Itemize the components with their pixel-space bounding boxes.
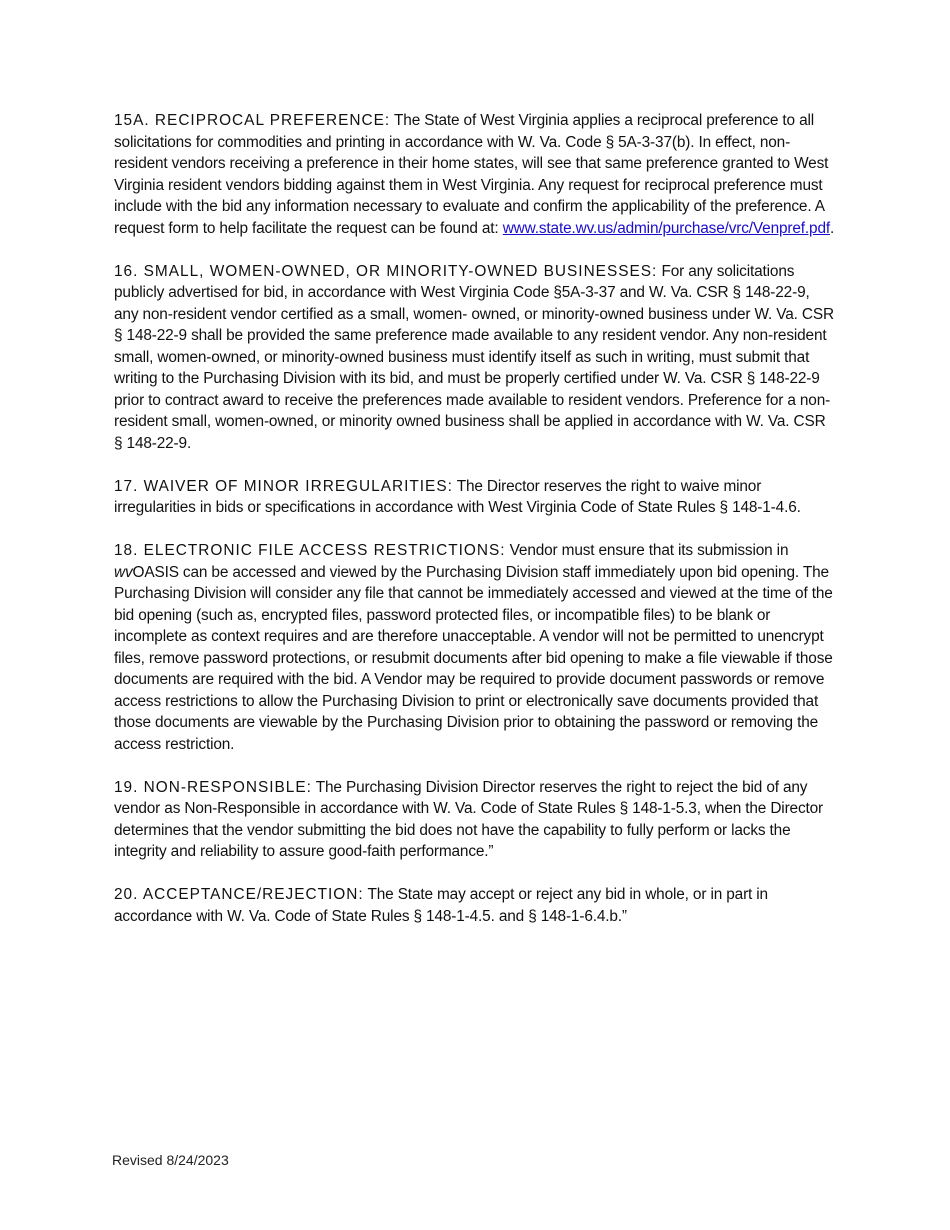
section-16-body: For any solicitations publicly advertised for bid, in accordance with West Virginia Code §5A-3-37 and W. Va. CSR § 148-22-9, any non-resident vendor certified as a small, women- owned, or minority-owned business under W. Va. CSR § 148-22-9 shall be provided the same preference made available to any resident vendor. Any non-resident small, women-owned, or minority-owned business must identify itself as such in writing, must submit that writing to the Purchasing Division with its bid, and must be properly certified under W. Va. CSR § 148-22-9 prior to contract award to receive the preferences made available to resident vendors. Preference for a non-resident small, women-owned, or minority owned business shall be applied in accordance with W. Va. CSR § 148-22-9. [114, 262, 834, 452]
section-16-heading: 16. SMALL, WOMEN-OWNED, OR MINORITY-OWNED BUSINESSES: [114, 262, 658, 280]
section-17 [114, 476, 838, 519]
section-18-body-rest: OASIS can be accessed and viewed by the Purchasing Division staff immediately upon bid opening. The Purchasing Division will consider any file that cannot be immediately accessed and viewed at the time of the bid opening (such as, encrypted files, password protected files, or incompatible files) to be blank or incomplete as context requires and are therefore unacceptable. A vendor will not be permitted to unencrypt files, remove password protections, or resubmit documents after bid opening to make a file viewable if those documents are required with the bid. A Vendor may be required to provide document passwords or remove access restrictions to allow the Purchasing Division to print or electronically save documents provided that those documents are viewable by the Purchasing Division prior to obtaining the password or removing the access restriction. [114, 563, 833, 753]
section-19 [114, 777, 838, 863]
revised-date-footer: Revised 8/24/2023 [112, 1152, 229, 1168]
venpref-pdf-link[interactable]: www.state.wv.us/admin/purchase/vrc/Venpref.pdf [502, 219, 830, 237]
section-15a-period: . [830, 219, 835, 237]
section-16 [114, 261, 838, 455]
section-15a-body: The State of West Virginia applies a reciprocal preference to all solicitations for commodities and printing in accordance with W. Va. Code § 5A-3-37(b). In effect, non-resident vendors receiving a preference in their home states, will see that same preference granted to West Virginia resident vendors bidding against them in West Virginia. Any request for reciprocal preference must include with the bid any information necessary to evaluate and confirm the applicability of the preference. A request form to help facilitate the request can be found at: [114, 112, 829, 237]
section-19-heading: 19. NON-RESPONSIBLE: [114, 778, 312, 796]
section-18-heading: 18. ELECTRONIC FILE ACCESS RESTRICTIONS: [114, 542, 506, 559]
section-18-body-start: Vendor must ensure that its submission in [509, 542, 789, 559]
section-18 [114, 540, 838, 755]
section-18-italic-wv: wv [114, 563, 133, 581]
document-page [114, 110, 838, 949]
section-19-body: The Purchasing Division Director reserves the right to reject the bid of any vendor as Non-Responsible in accordance with W. Va. Code of State Rules § 148-1-5.3, when the Director determines that the vendor submitting the bid does not have the capability to fully perform or lacks the integrity and reliability to assure good-faith performance.” [114, 778, 824, 860]
section-17-body: The Director reserves the right to waive minor irregularities in bids or specifications in accordance with West Virginia Code of State Rules § 148-1-4.6. [114, 477, 801, 516]
section-17-heading: 17. WAIVER OF MINOR IRREGULARITIES: [114, 477, 453, 495]
section-20-heading: 20. ACCEPTANCE/REJECTION: [114, 886, 364, 903]
section-15a-heading: 15A. RECIPROCAL PREFERENCE: [114, 112, 391, 129]
section-15a [114, 110, 838, 239]
section-20 [114, 884, 838, 927]
section-20-body: The State may accept or reject any bid in whole, or in part in accordance with W. Va. Code of State Rules § 148-1-4.5. and § 148-1-6.4.b.” [114, 886, 768, 925]
